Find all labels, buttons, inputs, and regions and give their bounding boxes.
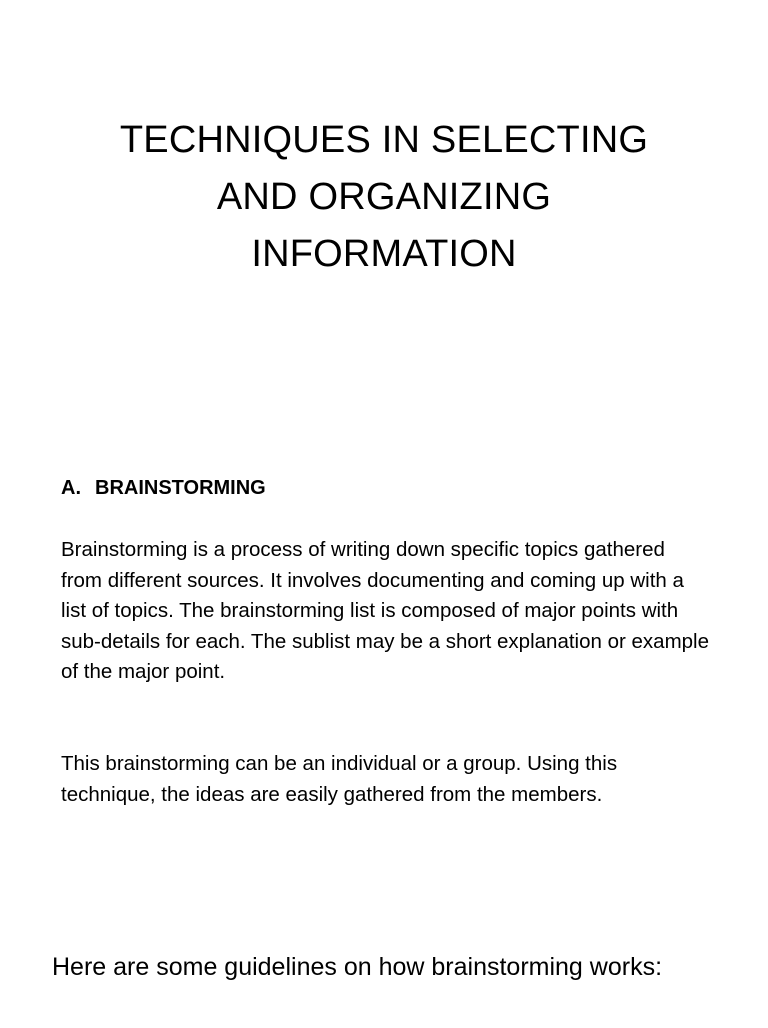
guidelines-intro: Here are some guidelines on how brainstorming works: [52, 953, 663, 981]
section-heading-text: BRAINSTORMING [95, 477, 266, 499]
truncated-next-line [110, 1014, 580, 1028]
section-heading [61, 474, 266, 502]
paragraph-definition: Brainstorming is a process of writing down specific topics gathered from different sources. It involves documenting and coming up with a list of topics. The brainstorming list is composed of major points with sub-details for each. The sublist may be a short explanation or example of the major point. [61, 538, 710, 683]
section-number: A. [61, 477, 81, 499]
title-line-2: AND ORGANIZING [216, 176, 552, 218]
title-line-1: TECHNIQUES IN SELECTING [119, 119, 649, 161]
page-title [84, 112, 684, 283]
paragraph-usage: This brainstorming can be an individual or a group. Using this technique, the ideas are easily gathered from the members. [61, 752, 618, 806]
title-line-3: INFORMATION [251, 233, 517, 275]
